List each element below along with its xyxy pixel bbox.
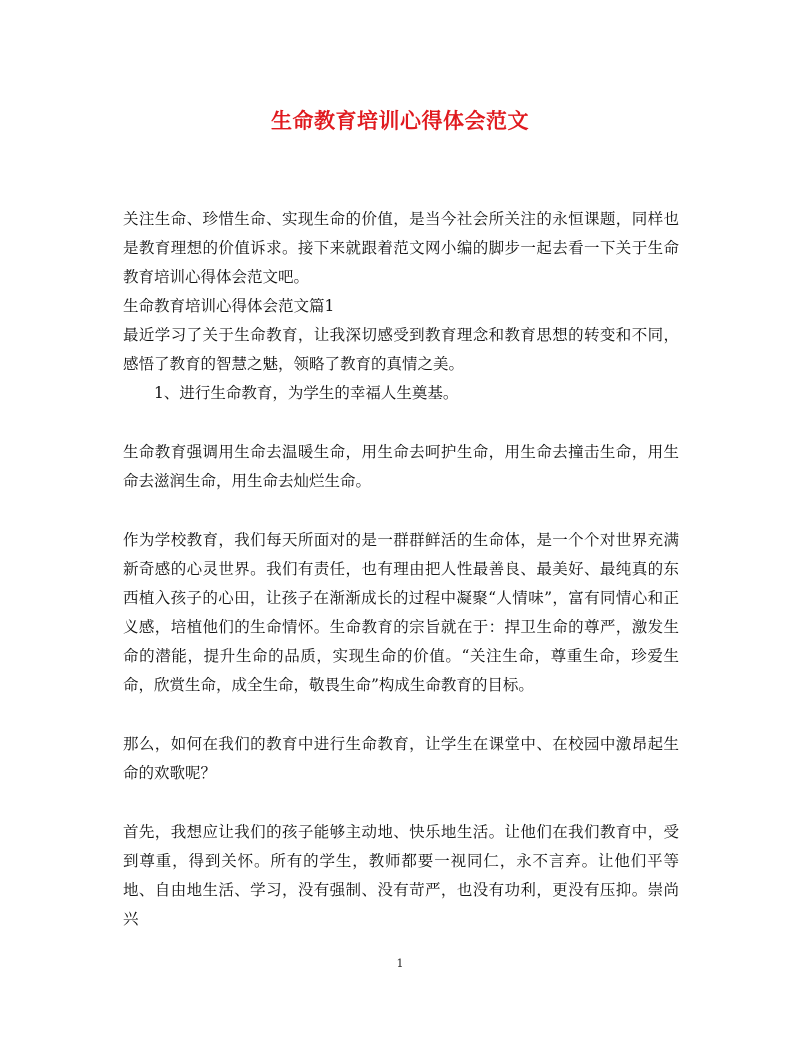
body-paragraph: 最近学习了关于生命教育，让我深切感受到教育理念和教育思想的转变和不同，感悟了教育的智慧之魅，领略了教育的真情之美。 xyxy=(123,326,679,373)
intro-paragraph: 关注生命、珍惜生命、实现生命的价值，是当今社会所关注的永恒课题，同样也是教育理想的价值诉求。接下来就跟着范文网小编的脚步一起去看一下关于生命教育培训心得体会范文吧。 xyxy=(123,210,679,286)
body-paragraph: 生命教育强调用生命去温暖生命，用生命去呵护生命，用生命去撞击生命，用生命去滋润生命，用生命去灿烂生命。 xyxy=(123,443,679,490)
page-number: 1 xyxy=(396,957,404,970)
numbered-point: 1、进行生命教育，为学生的幸福人生奠基。 xyxy=(154,384,459,402)
section-heading: 生命教育培训心得体会范文篇1 xyxy=(123,297,335,315)
body-paragraph: 首先，我想应让我们的孩子能够主动地、快乐地生活。让他们在我们教育中，受到尊重，得到关怀。所有的学生，教师都要一视同仁，永不言弃。让他们平等地、自由地生活、学习，没有强制、没有苛严，也没有功利，更没有压抑。崇尚兴 xyxy=(123,823,679,928)
body-paragraph: 那么，如何在我们的教育中进行生命教育，让学生在课堂中、在校园中激昂起生命的欢歌呢？ xyxy=(123,735,679,782)
body-paragraph: 作为学校教育，我们每天所面对的是一群群鲜活的生命体，是一个个对世界充满新奇感的心灵世界。我们有责任，也有理由把人性最善良、最美好、最纯真的东西植入孩子的心田，让孩子在渐渐成长的过程中凝聚“人情味”，富有同情心和正义感，培植他们的生命情怀。生命教育的宗旨就在于：捍卫生命的尊严，激发生命的潜能，提升生命的品质，实现生命的价值。“关注生命，尊重生命，珍爱生命，欣赏生命，成全生命，敬畏生命”构成生命教育的目标。 xyxy=(123,531,679,694)
document-title: 生命教育培训心得体会范文 xyxy=(271,108,529,133)
document-body xyxy=(123,205,679,934)
